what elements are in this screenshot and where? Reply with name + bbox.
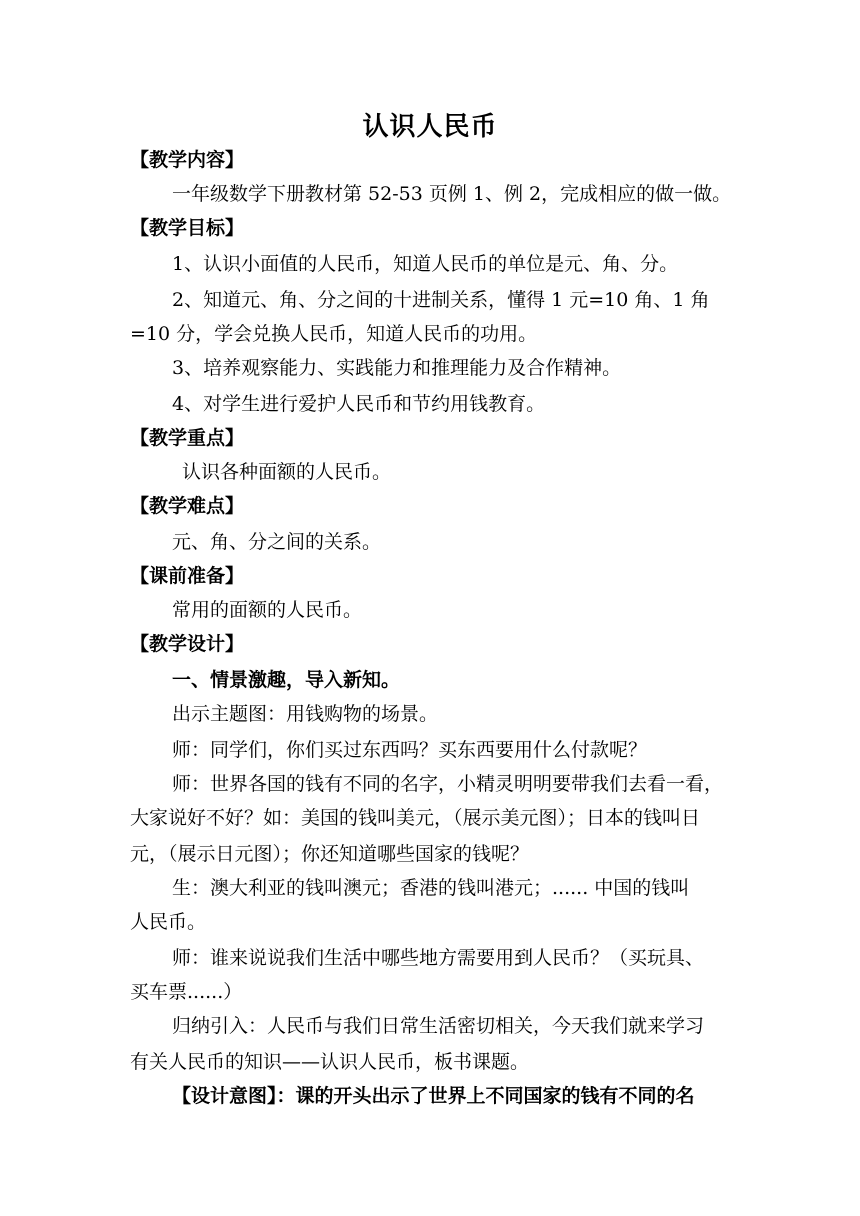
design-paragraph-4-line-2: 人民币。 — [130, 911, 207, 933]
design-paragraph-3-line-3: 元，（展示日元图）；你还知道哪些国家的钱呢？ — [130, 843, 530, 865]
design-intent-line: 【设计意图】：课的开头出示了世界上不同国家的钱有不同的名 — [172, 1085, 695, 1107]
content-text: 一年级数学下册教材第 52-53 页例 1、例 2，完成相应的做一做。 — [172, 183, 732, 205]
design-step-1-heading: 一、情景激趣，导入新知。 — [172, 669, 401, 691]
design-paragraph-3-line-1: 师：世界各国的钱有不同的名字，小精灵明明要带我们去看一看， — [172, 773, 724, 795]
section-heading-content: 【教学内容】 — [130, 149, 245, 171]
goal-item-3: 3、培养观察能力、实践能力和推理能力及合作精神。 — [172, 357, 622, 379]
section-heading-preparation: 【课前准备】 — [130, 565, 245, 587]
preparation-text: 常用的面额的人民币。 — [172, 599, 363, 621]
design-paragraph-6-line-1: 归纳引入：人民币与我们日常生活密切相关，今天我们就来学习 — [172, 1015, 705, 1037]
design-paragraph-2: 师：同学们，你们买过东西吗？买东西要用什么付款呢？ — [172, 739, 648, 761]
key-point-text: 认识各种面额的人民币。 — [182, 461, 392, 483]
design-paragraph-1: 出示主题图：用钱购物的场景。 — [172, 703, 439, 725]
section-heading-goals: 【教学目标】 — [130, 217, 245, 239]
design-paragraph-4-line-1: 生：澳大利亚的钱叫澳元；香港的钱叫港元；...... 中国的钱叫 — [172, 877, 690, 899]
page-title: 认识人民币 — [362, 112, 498, 142]
design-paragraph-5-line-1: 师：谁来说说我们生活中哪些地方需要用到人民币？（买玩具、 — [172, 947, 705, 969]
section-heading-key-point: 【教学重点】 — [130, 427, 245, 449]
section-heading-design: 【教学设计】 — [130, 633, 245, 655]
goal-item-2-line-2: =10 分，学会兑换人民币，知道人民币的功用。 — [130, 323, 538, 345]
design-paragraph-5-line-2: 买车票......） — [130, 981, 243, 1003]
section-heading-difficulty: 【教学难点】 — [130, 495, 245, 517]
design-paragraph-6-line-2: 有关人民币的知识——认识人民币，板书课题。 — [130, 1051, 530, 1073]
difficulty-text: 元、角、分之间的关系。 — [172, 531, 382, 553]
design-paragraph-3-line-2: 大家说好不好？如：美国的钱叫美元，（展示美元图）；日本的钱叫日 — [130, 807, 701, 829]
goal-item-2-line-1: 2、知道元、角、分之间的十进制关系，懂得 1 元=10 角、1 角 — [172, 289, 710, 311]
goal-item-1: 1、认识小面值的人民币，知道人民币的单位是元、角、分。 — [172, 253, 679, 275]
goal-item-4: 4、对学生进行爱护人民币和节约用钱教育。 — [172, 393, 546, 415]
